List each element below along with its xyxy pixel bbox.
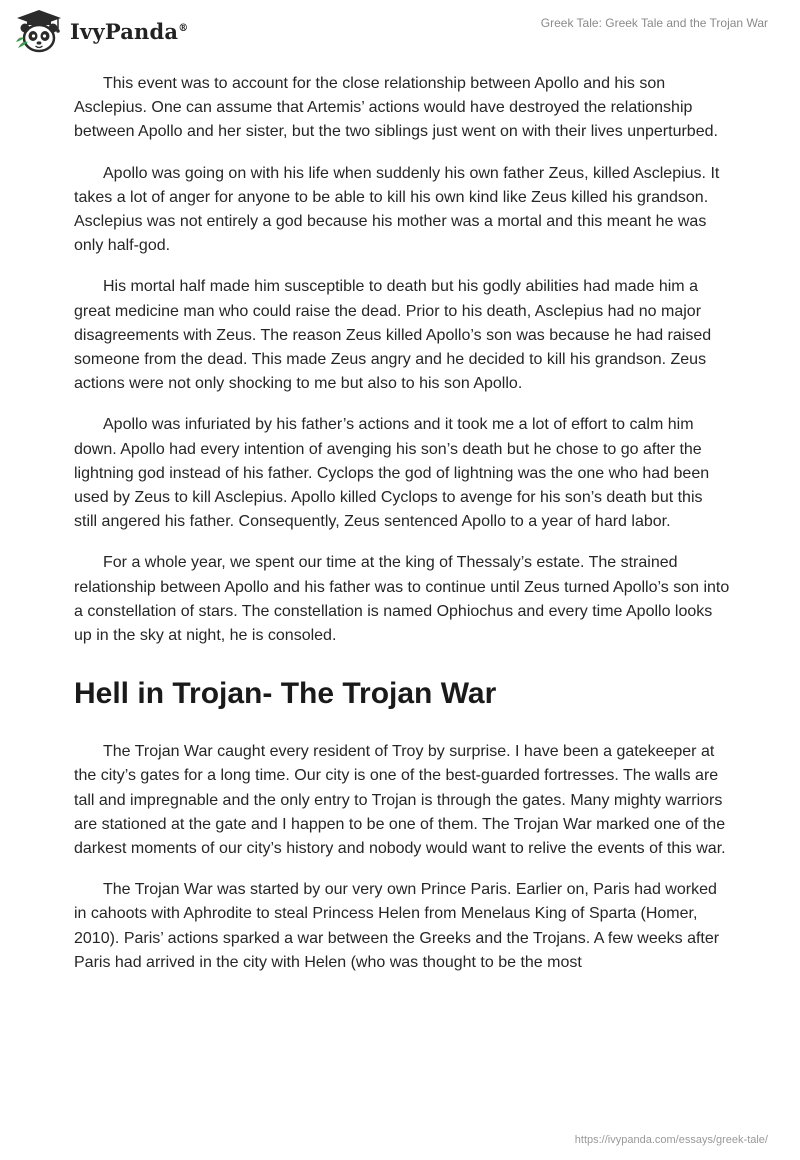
paragraph: The Trojan War was started by our very own Prince Paris. Earlier on, Paris had worked in cahoots with Aphrodite to steal Princess Helen from Menelaus King of Sparta (Homer, 2010). Paris’ actions sparked a war between the Greeks and the Trojans. A few weeks after Paris had arrived in the city with Helen (who was thought to be the most [74,881,720,971]
registered-mark: ® [178,22,189,34]
paragraph: The Trojan War caught every resident of Troy by surprise. I have been a gatekeeper at the city’s gates for a long time. Our city is one of the best-guarded fortresses. The walls are tall and impregnable and the only entry to Trojan is through the gates. Many mighty warriors are stationed at the gate and I happen to be one of them. The Trojan War marked one of the darkest moments of our city’s history and nobody would want to relive the events of this war. [74,743,726,858]
paragraph: His mortal half made him susceptible to death but his godly abilities had made him a great medicine man who could raise the dead. Prior to his death, Asclepius had no major disagreements with Zeus. The reason Zeus killed Apollo’s son was because he had raised someone from the dead. This made Zeus angry and he decided to kill his grandson. Zeus actions were not only shocking to me but also to his son Apollo. [74,278,712,393]
page-header [0,0,800,64]
panda-mascot-icon [14,8,64,54]
essay-body [74,72,730,992]
paragraph: Apollo was infuriated by his father’s actions and it took me a lot of effort to calm him down. Apollo had every intention of avenging his son’s death but he chose to go after the lightning god instead of his father. Cyclops the god of lightning was the one who had been used by Zeus to kill Asclepius. Apollo killed Cyclops to avenge for his son’s death but this still angered his father. Consequently, Zeus sentenced Apollo to a year of hard labor. [74,416,710,531]
paragraph: For a whole year, we spent our time at the king of Thessaly’s estate. The strained relationship between Apollo and his father was to continue until Zeus turned Apollo’s son into a constellation of stars. The constellation is named Ophiochus and every time Apollo looks up in the sky at night, he is consoled. [74,554,730,645]
ivypanda-logo[interactable] [14,8,188,54]
section-heading: Hell in Trojan- The Trojan War [74,677,497,711]
brand-name: IvyPanda® [70,18,189,44]
document-title: Greek Tale: Greek Tale and the Trojan War [540,16,768,30]
paragraph: This event was to account for the close relationship between Apollo and his son Asclepius. One can assume that Artemis’ actions would have destroyed the relationship between Apollo and her sister, but the two siblings just went on with their lives unperturbed. [74,75,718,141]
paragraph: Apollo was going on with his life when suddenly his own father Zeus, killed Asclepius. It takes a lot of anger for anyone to be able to kill his own kind like Zeus killed his grandson. Asclepius was not entirely a god because his mother was a mortal and this meant he was only half-god. [74,164,720,255]
source-url[interactable]: https://ivypanda.com/essays/greek-tale/ [574,1134,768,1146]
